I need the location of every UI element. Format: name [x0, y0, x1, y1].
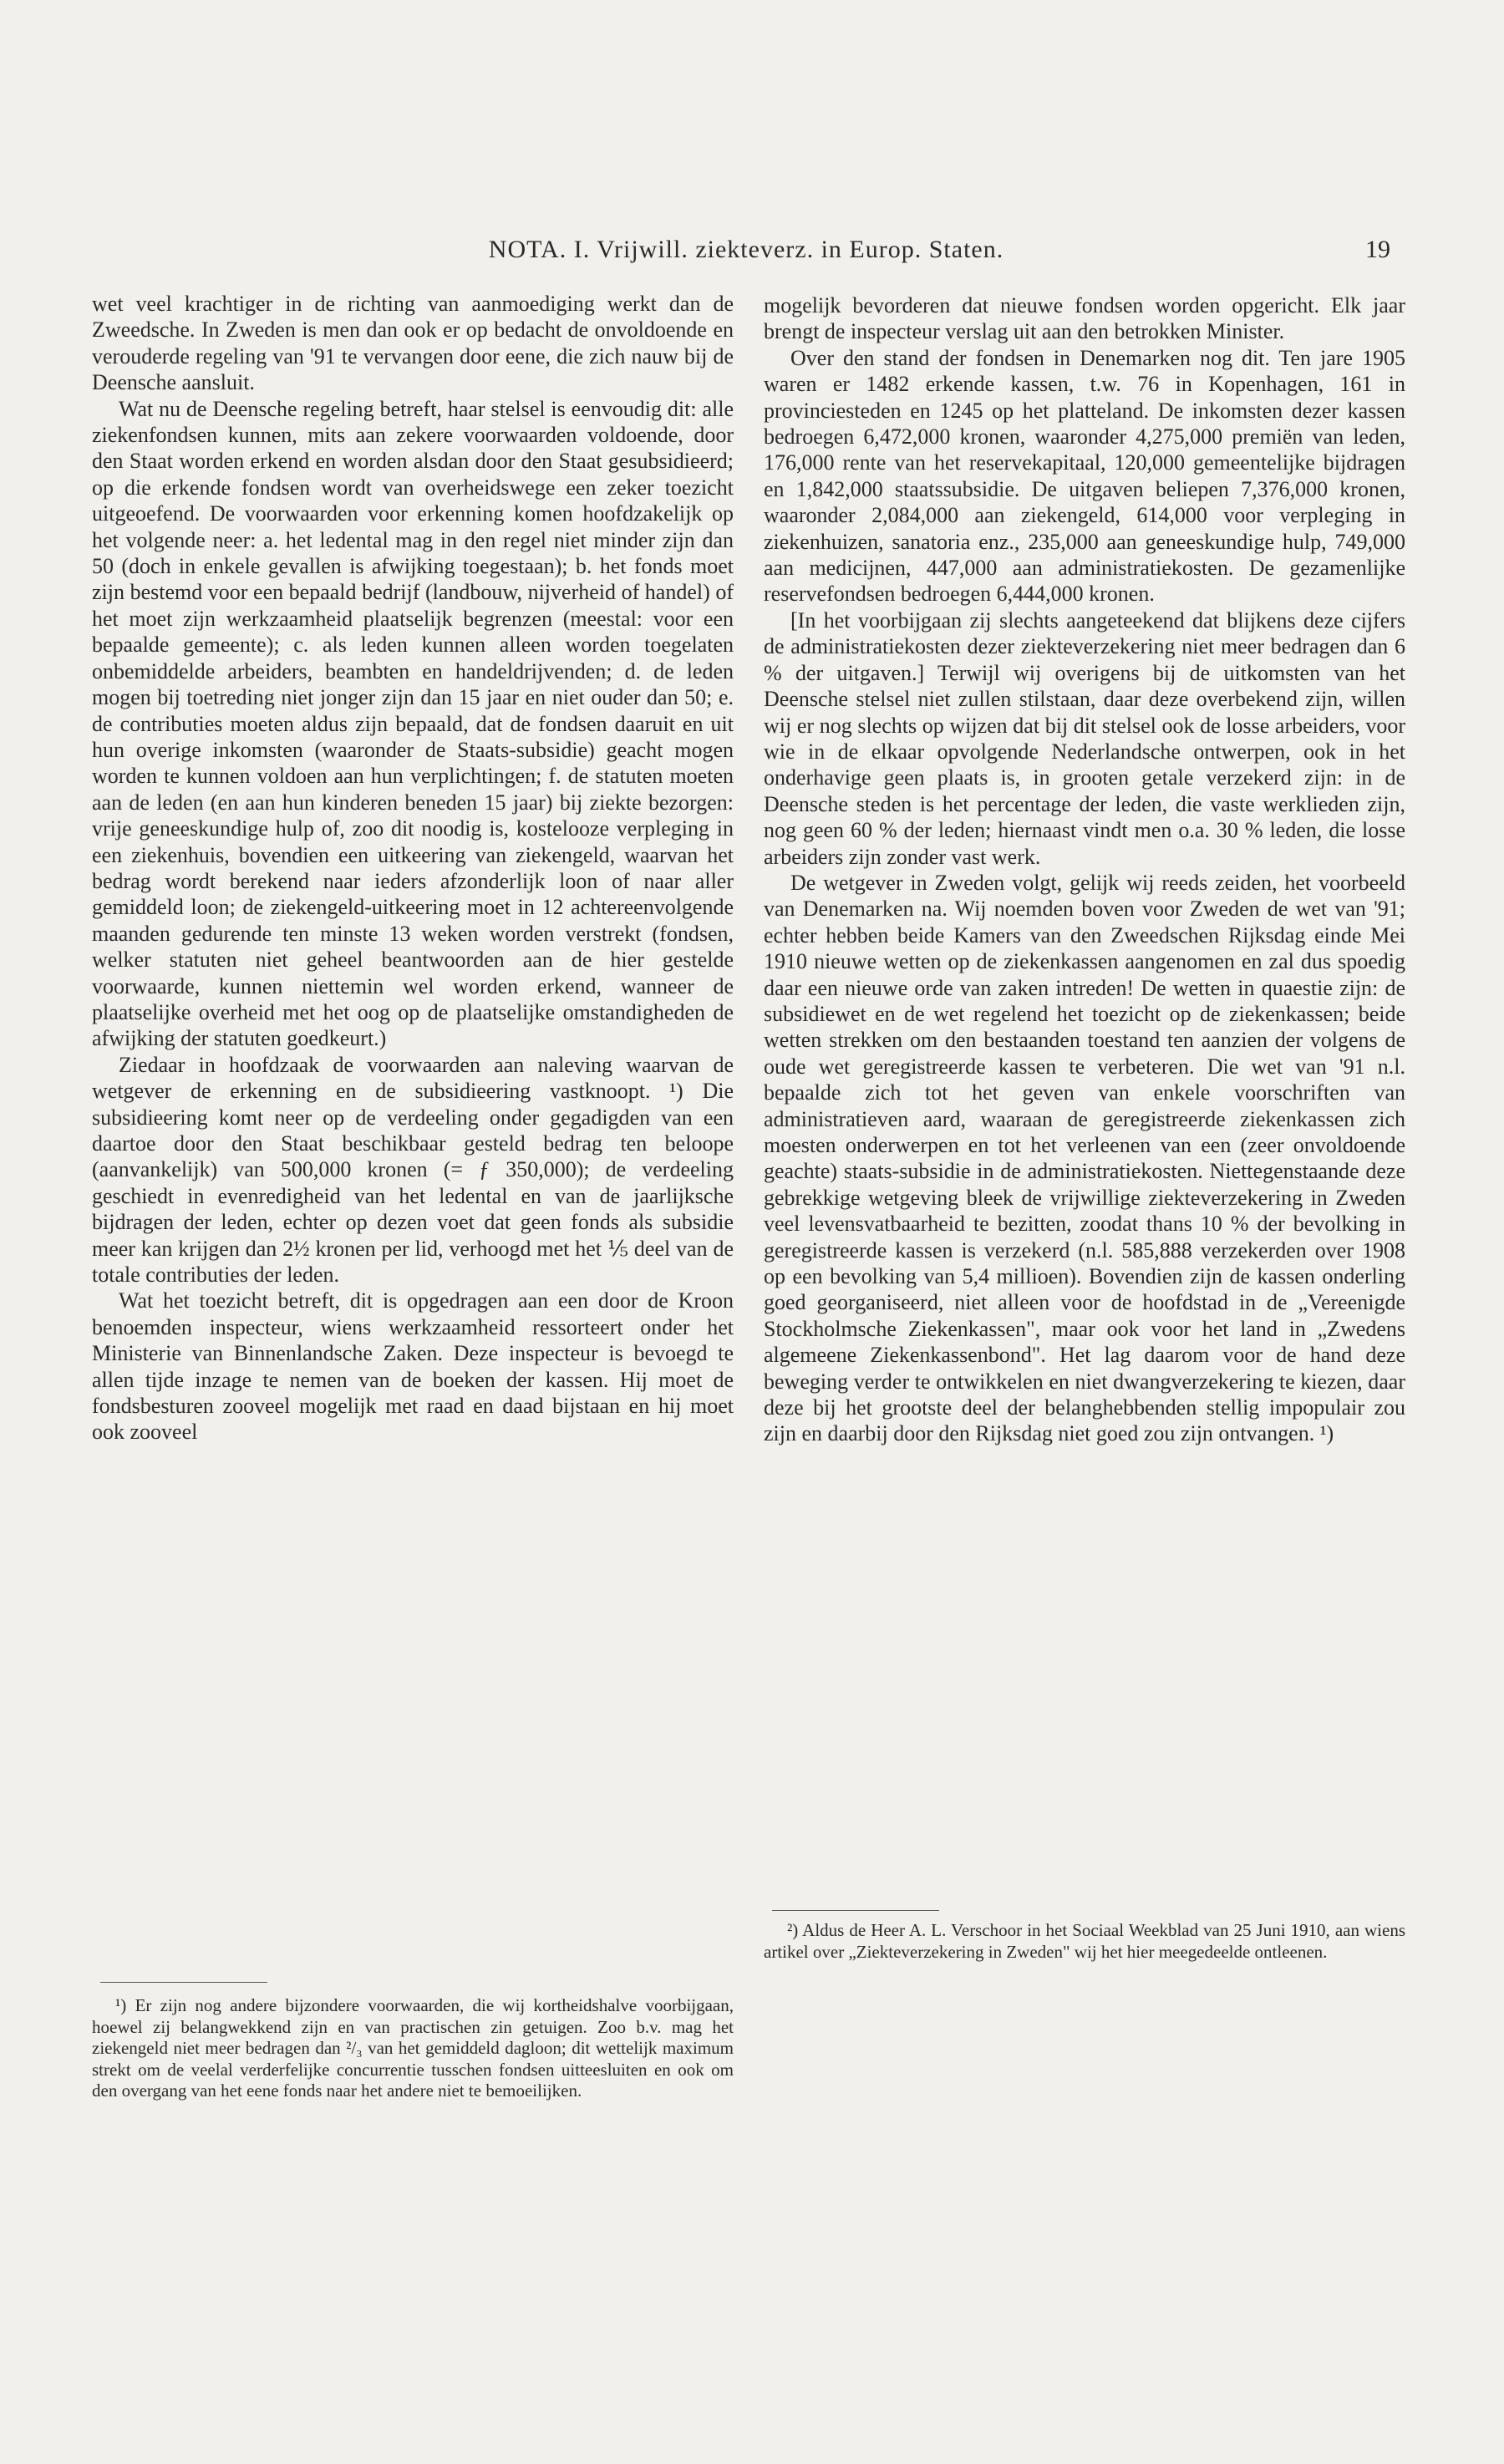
- paragraph: Wat het toezicht betreft, dit is opgedragen aan een door de Kroon benoemden inspecteur, wiens werkzaamheid ressorteert onder het Ministerie van Binnenlandsche Zaken. Deze inspecteur is bevoegd te allen tijde inzage te nemen van de boeken der kassen. Hij moet de fondsbesturen zooveel mogelijk met raad en daad bijstaan en hij moet ook zooveel: [92, 1288, 734, 1445]
- paragraph: mogelijk bevorderen dat nieuwe fondsen worden opgericht. Elk jaar brengt de inspecteur verslag uit aan den betrokken Minister.: [764, 293, 1405, 344]
- footnote-divider: [772, 1910, 939, 1911]
- footnote-right: [764, 1920, 1405, 2045]
- paragraph: Wat nu de Deensche regeling betreft, haar stelsel is eenvoudig dit: alle ziekenfondsen kunnen, mits aan zekere voorwaarden voldoende, door den Staat worden erkend en worden alsdan door den Staat gesubsidieerd; op die erkende fondsen wordt van overheidswege een zeker toezicht uitgeoefend. De voorwaarden voor erkenning komen hoofdzakelijk op het volgende neer: a. het ledental mag in den regel niet minder zijn dan 50 (doch in enkele gevallen is afwijking toegestaan); b. het fonds moet zijn bestemd voor een bepaald bedrijf (landbouw, nijverheid of handel) of het moet zijn werkzaamheid plaatselijk begrenzen (meestal: voor een bepaalde gemeente); c. als leden kunnen alleen worden toegelaten onbemiddelde arbeiders, beambten en handeldrijvenden; d. de leden mogen bij toetreding niet jonger zijn dan 15 jaar en niet ouder dan 50; e. de contributies moeten aldus zijn bepaald, dat de fondsen daaruit en uit hun overige inkomsten (waaronder de Staats-subsidie) geacht mogen worden te kunnen voldoen aan hun verplichtingen; f. de statuten moeten aan de leden (en aan hun kinderen beneden 15 jaar) bij ziekte bezorgen: vrije geneeskundige hulp of, zoo dit noodig is, kostelooze verpleging in een ziekenhuis, bovendien een uitkeering van ziekengeld, waarvan het bedrag wordt berekend naar ieders afzonderlijk loon of naar aller gemiddeld loon; de ziekengeld-uitkeering moet in 12 achtereenvolgende maanden gedurende ten minste 13 weken worden verstrekt (fondsen, welker statuten niet geheel beantwoorden aan de hier gestelde voorwaarde, kunnen niettemin wel worden erkend, wanneer de plaatselijke overheid met het oog op de plaatselijke omstandigheden de afwijking der statuten goedkeurt.): [92, 396, 734, 1051]
- footnote-left: [92, 1995, 734, 2196]
- paragraph: Ziedaar in hoofdzaak de voorwaarden aan naleving waarvan de wetgever de erkenning en de subsidieering vastknoopt. ¹) Die subsidieering komt neer op de verdeeling onder gegadigden van een daartoe door den Staat beschikbaar gesteld bedrag ten beloope (aanvankelijk) van 500,000 kronen (= ƒ 350,000); de verdeeling geschiedt in evenredigheid van het ledental en van de jaarlijksche bijdragen der leden, echter op dezen voet dat geen fonds als subsidie meer kan krijgen dan 2½ kronen per lid, verhoogd met het ⅕ deel van de totale contributies der leden.: [92, 1052, 734, 1288]
- page-number: 19: [1365, 236, 1390, 263]
- right-column: [764, 292, 1405, 1905]
- paragraph: wet veel krachtiger in de richting van aanmoediging werkt dan de Zweedsche. In Zweden is men dan ook er op bedacht de onvoldoende en verouderde regeling van '91 te vervangen door eene, die zich nauw bij de Deensche aansluit.: [92, 292, 734, 395]
- footnote-text: ²) Aldus de Heer A. L. Verschoor in het Sociaal Weekblad van 25 Juni 1910, aan wiens artikel over „Ziekteverzekering in Zweden" wij het hier meegedeelde ontleenen.: [764, 1920, 1405, 1962]
- footnote-divider: [100, 1982, 267, 1983]
- paragraph: De wetgever in Zweden volgt, gelijk wij reeds zeiden, het voorbeeld van Denemarken na. Wij noemden boven voor Zweden de wet van '91; echter hebben beide Kamers van den Zweedschen Rijksdag einde Mei 1910 nieuwe wetten op de ziekenkassen aangenomen en zal dus spoedig daar een nieuwe orde van zaken intreden! De wetten in quaestie zijn: de subsidiewet en de wet regelend het toezicht op de ziekenkassen; beide wetten strekken om den bestaanden toestand ten aanzien der volgens de oude wet geregistreerde kassen te verbeteren. Die wet van '91 n.l. bepaalde zich tot het geven van enkele voorschriften van administratieven aard, waaraan de geregistreerde ziekenkassen zich moesten onderwerpen en tot het verleenen van een (zeer onvoldoende geachte) staats-subsidie in de administratiekosten. Niettegenstaande deze gebrekkige wetgeving bleek de vrijwillige ziekteverzekering in Zweden veel levensvatbaarheid te bezitten, zoodat thans 10 % der bevolking in geregistreerde kassen is verzekerd (n.l. 585,888 verzekerden over 1908 op een bevolking van 5,4 millioen). Bovendien zijn de kassen onderling goed georganiseerd, niet alleen voor de hoofdstad in de „Vereenigde Stockholmsche Ziekenkassen", maar ook voor het land in „Zwedens algemeene Ziekenkassenbond". Het lag daarom voor de hand deze beweging verder te ontwikkelen en niet dwangverzekering te kiezen, daar deze bij het grootste deel der belanghebbenden stellig impopulair zou zijn en daarbij door den Rijksdag niet goed zou zijn ontvangen. ¹): [764, 870, 1405, 1446]
- left-column: [92, 291, 734, 2187]
- page-header: [92, 236, 1400, 276]
- running-title: NOTA. I. Vrijwill. ziekteverz. in Europ. Staten.: [488, 236, 1004, 263]
- paragraph: Over den stand der fondsen in Denemarken nog dit. Ten jare 1905 waren er 1482 erkende kassen, t.w. 76 in Kopenhagen, 161 in provinciesteden en 1245 op het platteland. De inkomsten dezer kassen bedroegen 6,472,000 kronen, waaronder 4,275,000 premiën van leden, 176,000 rente van het reservekapitaal, 120,000 gemeentelijke bijdragen en 1,842,000 staatssubsidie. De uitgaven beliepen 7,376,000 kronen, waaronder 2,084,000 aan ziekengeld, 614,000 voor verpleging in ziekenhuizen, sanatoria enz., 235,000 aan geneeskundige hulp, 749,000 aan medicijnen, 447,000 aan administratiekosten. De gezamenlijke reservefondsen bedroegen 6,444,000 kronen.: [764, 345, 1405, 607]
- paragraph: [In het voorbijgaan zij slechts aangeteekend dat blijkens deze cijfers de administratiekosten dezer ziekteverzekering niet meer bedragen dan 6 % der uitgaven.] Terwijl wij overigens bij de uitkomsten van het Deensche stelsel niet zullen stilstaan, daar deze overbekend zijn, willen wij er nog slechts op wijzen dat bij dit stelsel ook de losse arbeiders, voor wie in de elkaar opvolgende Nederlandsche ontwerpen, ook in het onderhavige geen plaats is, in grooten getale verzekerd zijn: in de Deensche steden is het percentage der leden, die vaste werklieden zijn, nog geen 60 % der leden; hiernaast vindt men o.a. 30 % leden, die losse arbeiders zijn zonder vast werk.: [764, 607, 1405, 869]
- footnote-text: ¹) Er zijn nog andere bijzondere voorwaarden, die wij kortheidshalve voorbijgaan, hoewel zij belangwekkend zijn en van practischen zin getuigen. Zoo b.v. mag het ziekengeld niet meer bedragen dan ²/₃ van het gemiddeld dagloon; dit wettelijk maximum strekt om de veelal verderfelijke concurrentie tusschen fondsen uitteesluiten en ook om den overgang van het eene fonds naar het andere niet te bemoeilijken.: [92, 1995, 734, 2101]
